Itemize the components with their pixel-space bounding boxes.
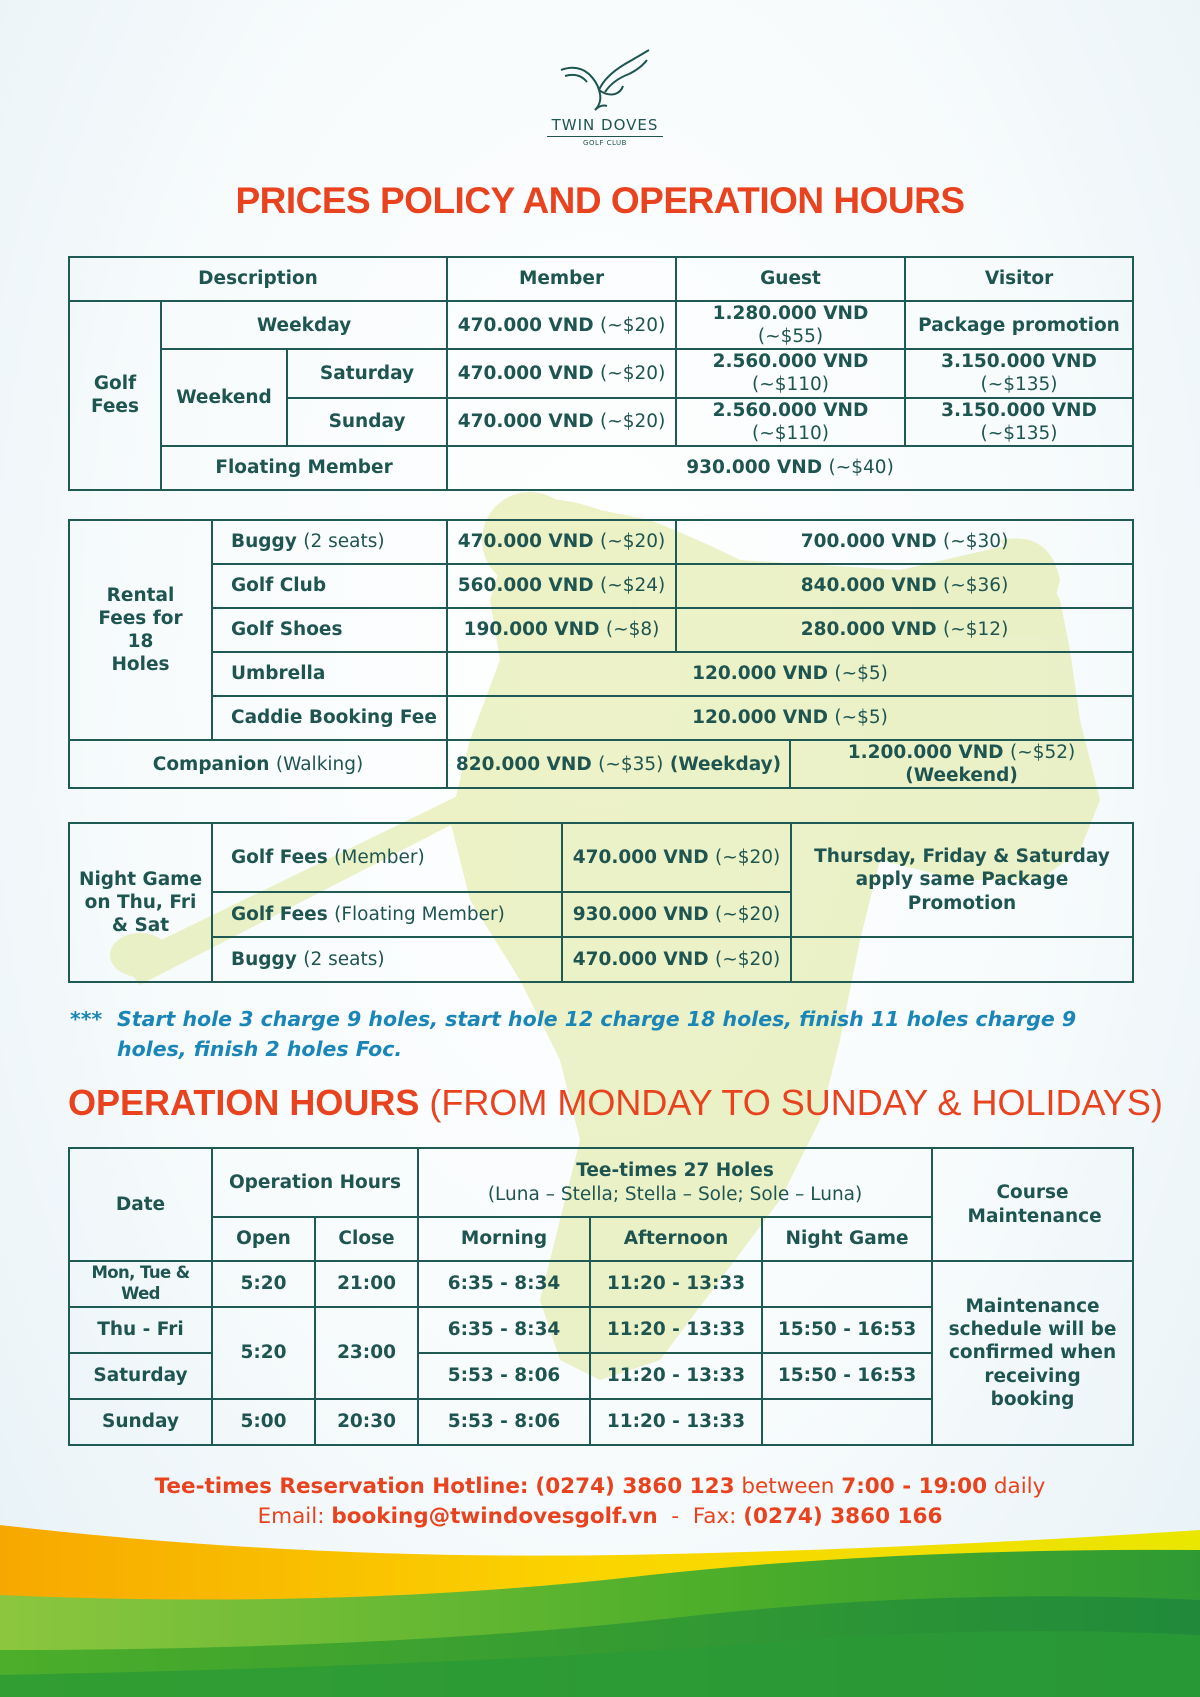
buggy-other: 700.000 VND (~$30) — [676, 520, 1133, 564]
row-date: Sunday — [69, 1399, 212, 1445]
companion-weekday: 820.000 VND (~$35) (Weekday) — [447, 740, 790, 788]
header-close: Close — [315, 1217, 418, 1261]
fax-number: (0274) 3860 166 — [743, 1504, 943, 1529]
golf-club-member: 560.000 VND (~$24) — [447, 564, 676, 608]
contact-info — [0, 1472, 1200, 1532]
night-label: Night Game on Thu, Fri & Sat — [69, 823, 212, 982]
row-date: Mon, Tue & Wed — [69, 1261, 212, 1307]
night-floating-price: 930.000 VND (~$20) — [562, 892, 791, 937]
row-close: 21:00 — [315, 1261, 418, 1307]
night-promo: Thursday, Friday & Saturday apply same Package Promotion — [791, 823, 1133, 937]
sunday-member: 470.000 VND (~$20) — [447, 398, 676, 446]
holes-note — [70, 1004, 1150, 1064]
note-stars: *** — [70, 1007, 103, 1031]
row-open: 5:00 — [212, 1399, 315, 1445]
saturday-visitor: 3.150.000 VND (~$135) — [905, 349, 1133, 397]
row-date: Thu - Fri — [69, 1307, 212, 1353]
header-open: Open — [212, 1217, 315, 1261]
golf-fees-table — [68, 256, 1134, 491]
row-open: 5:20 — [212, 1307, 315, 1399]
logo-name: TWIN DOVES — [551, 116, 659, 134]
companion-weekend: 1.200.000 VND (~$52) (Weekend) — [790, 740, 1133, 788]
header-afternoon: Afternoon — [590, 1217, 762, 1261]
caddie-label: Caddie Booking Fee — [212, 696, 447, 740]
sunday-visitor: 3.150.000 VND (~$135) — [905, 398, 1133, 446]
header-visitor: Visitor — [905, 257, 1133, 301]
row-open: 5:20 — [212, 1261, 315, 1307]
row-night — [762, 1261, 932, 1307]
saturday-label: Saturday — [287, 349, 447, 397]
hotline-number[interactable]: (0274) 3860 123 — [535, 1474, 735, 1499]
page-title: PRICES POLICY AND OPERATION HOURS — [235, 180, 965, 221]
email-line: Email: booking@twindovesgolf.vn - Fax: (0274) 3860 166 — [257, 1504, 943, 1529]
header-tee-times: Tee-times 27 Holes (Luna – Stella; Stella – Sole; Sole – Luna) — [418, 1148, 932, 1217]
hotline-line: Tee-times Reservation Hotline: (0274) 3860 123 between 7:00 - 19:00 daily — [154, 1474, 1046, 1499]
umbrella-price: 120.000 VND (~$5) — [447, 652, 1133, 696]
row-afternoon: 11:20 - 13:33 — [590, 1353, 762, 1399]
header-op-hours: Operation Hours — [212, 1148, 418, 1217]
golf-club-other: 840.000 VND (~$36) — [676, 564, 1133, 608]
doves-logo-icon — [555, 46, 655, 116]
weekday-guest: 1.280.000 VND (~$55) — [676, 301, 905, 349]
golf-shoes-member: 190.000 VND (~$8) — [447, 608, 676, 652]
operation-heading: OPERATION HOURS (FROM MONDAY TO SUNDAY & HOLIDAYS) — [68, 1082, 1163, 1123]
logo-sub: GOLF CLUB — [583, 139, 627, 147]
row-night: 15:50 - 16:53 — [762, 1353, 932, 1399]
night-member-label: Golf Fees (Member) — [212, 823, 562, 892]
header-guest: Guest — [676, 257, 905, 301]
golf-shoes-label: Golf Shoes — [212, 608, 447, 652]
row-morning: 5:53 - 8:06 — [418, 1353, 590, 1399]
weekday-member: 470.000 VND (~$20) — [447, 301, 676, 349]
row-morning: 6:35 - 8:34 — [418, 1307, 590, 1353]
sunday-label: Sunday — [287, 398, 447, 446]
night-game-table — [68, 822, 1134, 983]
note-text: Start hole 3 charge 9 holes, start hole 12 charge 18 holes, finish 11 holes charge 9 holes, finish 2 holes Foc. — [117, 1007, 1077, 1061]
saturday-guest: 2.560.000 VND (~$110) — [676, 349, 905, 397]
weekday-visitor: Package promotion — [905, 301, 1133, 349]
row-morning: 5:53 - 8:06 — [418, 1399, 590, 1445]
row-night — [762, 1399, 932, 1445]
night-buggy-label: Buggy (2 seats) — [212, 937, 562, 982]
maintenance-note: Maintenance schedule will be confirmed when receiving booking — [932, 1261, 1133, 1445]
weekday-label: Weekday — [161, 301, 447, 349]
header-night: Night Game — [762, 1217, 932, 1261]
night-empty-cell — [791, 937, 1133, 982]
header-morning: Morning — [418, 1217, 590, 1261]
floating-label: Floating Member — [161, 446, 447, 490]
sunday-guest: 2.560.000 VND (~$110) — [676, 398, 905, 446]
night-member-price: 470.000 VND (~$20) — [562, 823, 791, 892]
row-night: 15:50 - 16:53 — [762, 1307, 932, 1353]
golf-fees-label: Golf Fees — [69, 301, 161, 490]
buggy-member: 470.000 VND (~$20) — [447, 520, 676, 564]
logo — [540, 46, 670, 147]
row-afternoon: 11:20 - 13:33 — [590, 1307, 762, 1353]
header-date: Date — [69, 1148, 212, 1261]
night-buggy-price: 470.000 VND (~$20) — [562, 937, 791, 982]
golf-shoes-other: 280.000 VND (~$12) — [676, 608, 1133, 652]
umbrella-label: Umbrella — [212, 652, 447, 696]
header-member: Member — [447, 257, 676, 301]
header-description: Description — [69, 257, 447, 301]
row-close: 20:30 — [315, 1399, 418, 1445]
header-maintenance: Course Maintenance — [932, 1148, 1133, 1261]
caddie-price: 120.000 VND (~$5) — [447, 696, 1133, 740]
email-link[interactable]: booking@twindovesgolf.vn — [331, 1504, 658, 1529]
row-date: Saturday — [69, 1353, 212, 1399]
row-morning: 6:35 - 8:34 — [418, 1261, 590, 1307]
row-close: 23:00 — [315, 1307, 418, 1399]
row-afternoon: 11:20 - 13:33 — [590, 1399, 762, 1445]
weekend-label: Weekend — [161, 349, 287, 446]
night-floating-label: Golf Fees (Floating Member) — [212, 892, 562, 937]
operation-hours-table — [68, 1147, 1134, 1446]
buggy-label: Buggy (2 seats) — [212, 520, 447, 564]
golf-club-label: Golf Club — [212, 564, 447, 608]
rental-label: Rental Fees for 18 Holes — [69, 520, 212, 740]
saturday-member: 470.000 VND (~$20) — [447, 349, 676, 397]
floating-price: 930.000 VND (~$40) — [447, 446, 1133, 490]
row-afternoon: 11:20 - 13:33 — [590, 1261, 762, 1307]
companion-label: Companion (Walking) — [69, 740, 447, 788]
rental-fees-table — [68, 519, 1134, 789]
